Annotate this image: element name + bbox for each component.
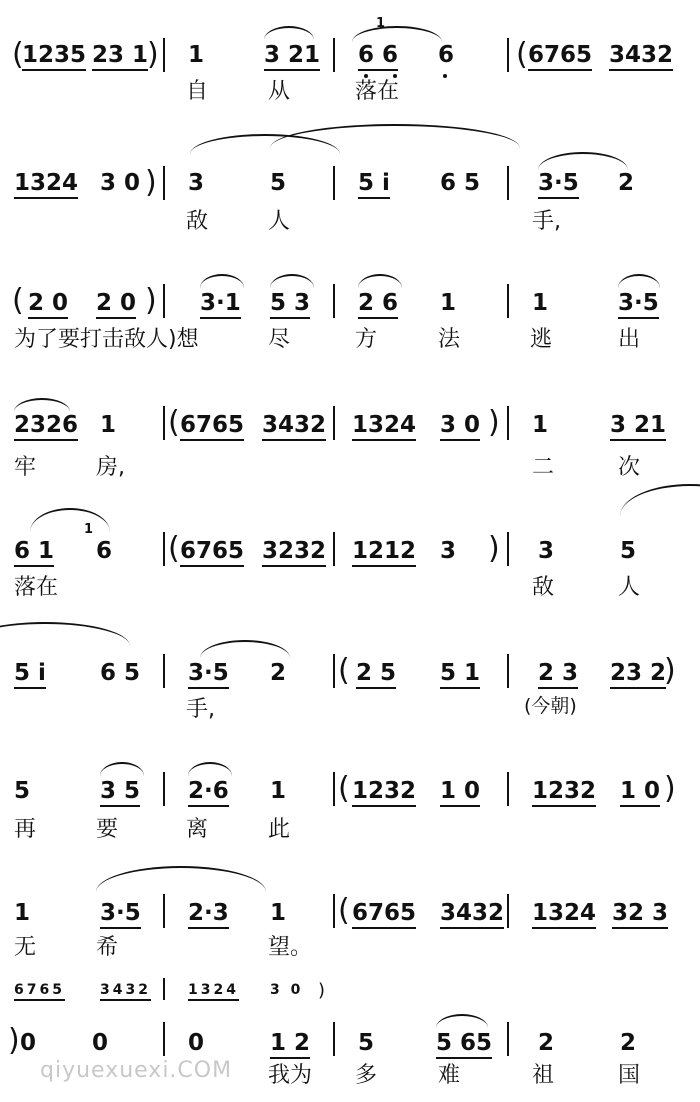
- paren-close: ): [145, 283, 157, 318]
- note: 6: [438, 42, 455, 68]
- lyric: 祖: [532, 1063, 555, 1088]
- note: 0: [188, 1030, 205, 1056]
- note: 1: [270, 900, 287, 926]
- note: 3·5: [618, 290, 659, 319]
- lyric: 此: [268, 817, 291, 842]
- note: 1324: [188, 982, 239, 1001]
- lyric: 无: [14, 935, 37, 960]
- slur: [264, 26, 314, 40]
- bar-line: [333, 532, 335, 566]
- paren-open: (: [168, 405, 180, 440]
- bar-line: [333, 406, 335, 440]
- lyric: 房,: [96, 455, 125, 480]
- note: 2: [620, 1030, 637, 1056]
- note: 1324: [532, 900, 596, 929]
- bar-line: [333, 166, 335, 200]
- note: 1: [532, 290, 549, 316]
- bar-line: [507, 406, 509, 440]
- note: 6 5: [440, 170, 481, 196]
- paren-open: (: [338, 653, 350, 688]
- note: 1: [188, 42, 205, 68]
- note: 5: [358, 1030, 375, 1056]
- lyric: 望。: [268, 935, 313, 960]
- note: 1232: [532, 778, 596, 807]
- lyric: 二: [532, 455, 555, 480]
- note: 3·5: [538, 170, 579, 199]
- lyric: 要: [96, 817, 119, 842]
- lyric: 落在: [14, 575, 59, 600]
- lyric: 敌: [186, 209, 209, 234]
- note: 1 2: [270, 1030, 310, 1059]
- bar-line: [163, 978, 165, 1000]
- note: 5 i: [14, 660, 46, 689]
- bar-line: [507, 654, 509, 688]
- note: 6765: [180, 412, 244, 441]
- paren-close: ): [145, 165, 157, 200]
- lyric: 牢: [14, 455, 37, 480]
- note: 3: [188, 170, 205, 196]
- note: 2: [618, 170, 635, 196]
- paren-close: ): [8, 1023, 20, 1058]
- note: 3: [538, 538, 555, 564]
- bar-line: [163, 894, 165, 928]
- bar-line: [507, 532, 509, 566]
- lyric: (今朝): [524, 695, 577, 717]
- slur: [14, 398, 70, 412]
- note: 3·5: [100, 900, 141, 929]
- paren-close: ): [488, 531, 500, 566]
- paren-close: ): [488, 405, 500, 440]
- lyric: 手,: [532, 209, 561, 234]
- note: 5 i: [358, 170, 390, 199]
- note: 3432: [609, 42, 673, 71]
- low-dot: [443, 74, 447, 78]
- grace-note: 1: [84, 522, 97, 537]
- note: 0: [20, 1030, 37, 1056]
- note: 2 0: [96, 290, 136, 319]
- paren-open: (: [12, 37, 24, 72]
- lyric: 落在: [355, 79, 400, 104]
- bar-line: [333, 894, 335, 928]
- slur: [188, 762, 232, 776]
- note: 6 6: [358, 42, 398, 71]
- note: 6765: [528, 42, 592, 71]
- note: 32 3: [612, 900, 668, 929]
- bar-line: [163, 284, 165, 318]
- bar-line: [507, 284, 509, 318]
- bar-line: [163, 166, 165, 200]
- note: 3432: [440, 900, 504, 929]
- bar-line: [333, 38, 335, 72]
- note: 3432: [100, 982, 151, 1001]
- bar-line: [333, 654, 335, 688]
- note: 3·1: [200, 290, 241, 319]
- note: 3232: [262, 538, 326, 567]
- bar-line: [333, 772, 335, 806]
- note: 2·6: [188, 778, 229, 807]
- bar-line: [507, 166, 509, 200]
- slur: [96, 866, 266, 892]
- lyric: 多: [355, 1063, 378, 1088]
- lyric: 人: [618, 575, 641, 600]
- note: 6765: [180, 538, 244, 567]
- slur: [30, 508, 110, 532]
- note: 2 3: [538, 660, 578, 689]
- note: 1324: [14, 170, 78, 199]
- note: 6765: [14, 982, 65, 1001]
- paren-close: ): [664, 771, 676, 806]
- note: 6: [96, 538, 113, 564]
- low-dot: [393, 74, 397, 78]
- lyric: 人: [268, 209, 291, 234]
- lyric: 方: [355, 327, 378, 352]
- paren-open: (: [338, 893, 350, 928]
- paren-close: ): [664, 653, 676, 688]
- note: 3432: [262, 412, 326, 441]
- note: 3 21: [610, 412, 666, 441]
- note: 2 0: [28, 290, 68, 319]
- bar-line: [163, 772, 165, 806]
- lyric: 从: [268, 79, 291, 104]
- paren-close: ): [147, 37, 159, 72]
- bar-line: [333, 1022, 335, 1056]
- note: 3 0: [270, 982, 304, 998]
- slur: [270, 274, 314, 288]
- lyric: 我为: [268, 1063, 313, 1088]
- slur: [618, 274, 660, 288]
- note: 5 65: [436, 1030, 492, 1059]
- lyric: 希: [96, 935, 119, 960]
- note: 1212: [352, 538, 416, 567]
- slur: [200, 274, 244, 288]
- note: 3: [440, 538, 457, 564]
- slur: [352, 26, 442, 42]
- slur: [200, 640, 290, 658]
- note: 3·5: [188, 660, 229, 689]
- note: 1: [14, 900, 31, 926]
- slur: [358, 274, 402, 288]
- bar-line: [333, 284, 335, 318]
- lyric: 自: [186, 79, 209, 104]
- note: 1324: [352, 412, 416, 441]
- note: 1: [440, 290, 457, 316]
- note: 6765: [352, 900, 416, 929]
- low-dot: [364, 74, 368, 78]
- note: 0: [92, 1030, 109, 1056]
- note: 6 1: [14, 538, 54, 567]
- slur: [0, 622, 130, 646]
- bar-line: [163, 654, 165, 688]
- bar-line: [163, 532, 165, 566]
- lyric: 尽: [268, 327, 291, 352]
- note: 5 3: [270, 290, 310, 319]
- note: 2: [270, 660, 287, 686]
- note: 1 0: [440, 778, 480, 807]
- note: 1: [100, 412, 117, 438]
- paren-open: (: [338, 771, 350, 806]
- lyric: 出: [618, 327, 641, 352]
- note: 1235: [22, 42, 86, 71]
- note: 5: [14, 778, 31, 804]
- lyric: 手,: [186, 697, 215, 722]
- note: 2 5: [356, 660, 396, 689]
- paren-open: (: [168, 531, 180, 566]
- lyric: 法: [438, 327, 461, 352]
- note: 1 0: [620, 778, 660, 807]
- note: 2326: [14, 412, 78, 441]
- lyric: 难: [438, 1063, 461, 1088]
- note: 23 2: [610, 660, 666, 689]
- bar-line: [507, 38, 509, 72]
- lyric: 离: [186, 817, 209, 842]
- grace-note: 1: [376, 16, 389, 31]
- lyric: 敌: [532, 575, 555, 600]
- bar-line: [163, 1022, 165, 1056]
- lyric: 再: [14, 817, 37, 842]
- slur: [100, 762, 144, 776]
- lyric: 次: [618, 455, 641, 480]
- note: 3 21: [264, 42, 320, 71]
- paren-open: (: [12, 283, 24, 318]
- note: 2: [538, 1030, 555, 1056]
- note: 2·3: [188, 900, 229, 929]
- slur: [436, 1014, 488, 1028]
- bar-line: [163, 406, 165, 440]
- note: 1: [270, 778, 287, 804]
- note: 1: [532, 412, 549, 438]
- watermark: qiyuexuexi.COM: [40, 1058, 233, 1083]
- note: 5: [620, 538, 637, 564]
- paren-close: ): [318, 980, 326, 1001]
- bar-line: [507, 894, 509, 928]
- bar-line: [507, 1022, 509, 1056]
- note: 5 1: [440, 660, 480, 689]
- paren-open: (: [516, 37, 528, 72]
- note: 6 5: [100, 660, 141, 686]
- lyric: 国: [618, 1063, 641, 1088]
- note: 3 5: [100, 778, 140, 807]
- bar-line: [163, 38, 165, 72]
- bar-line: [507, 772, 509, 806]
- lyric: 逃: [530, 327, 553, 352]
- note: 3 0: [440, 412, 480, 441]
- note: 2 6: [358, 290, 398, 319]
- lyric: 为了要打击敌人)想: [14, 327, 199, 352]
- slur: [538, 152, 628, 170]
- note: 3 0: [100, 170, 141, 196]
- slur: [620, 484, 700, 516]
- note: 1232: [352, 778, 416, 807]
- note: 23 1: [92, 42, 148, 71]
- note: 5: [270, 170, 287, 196]
